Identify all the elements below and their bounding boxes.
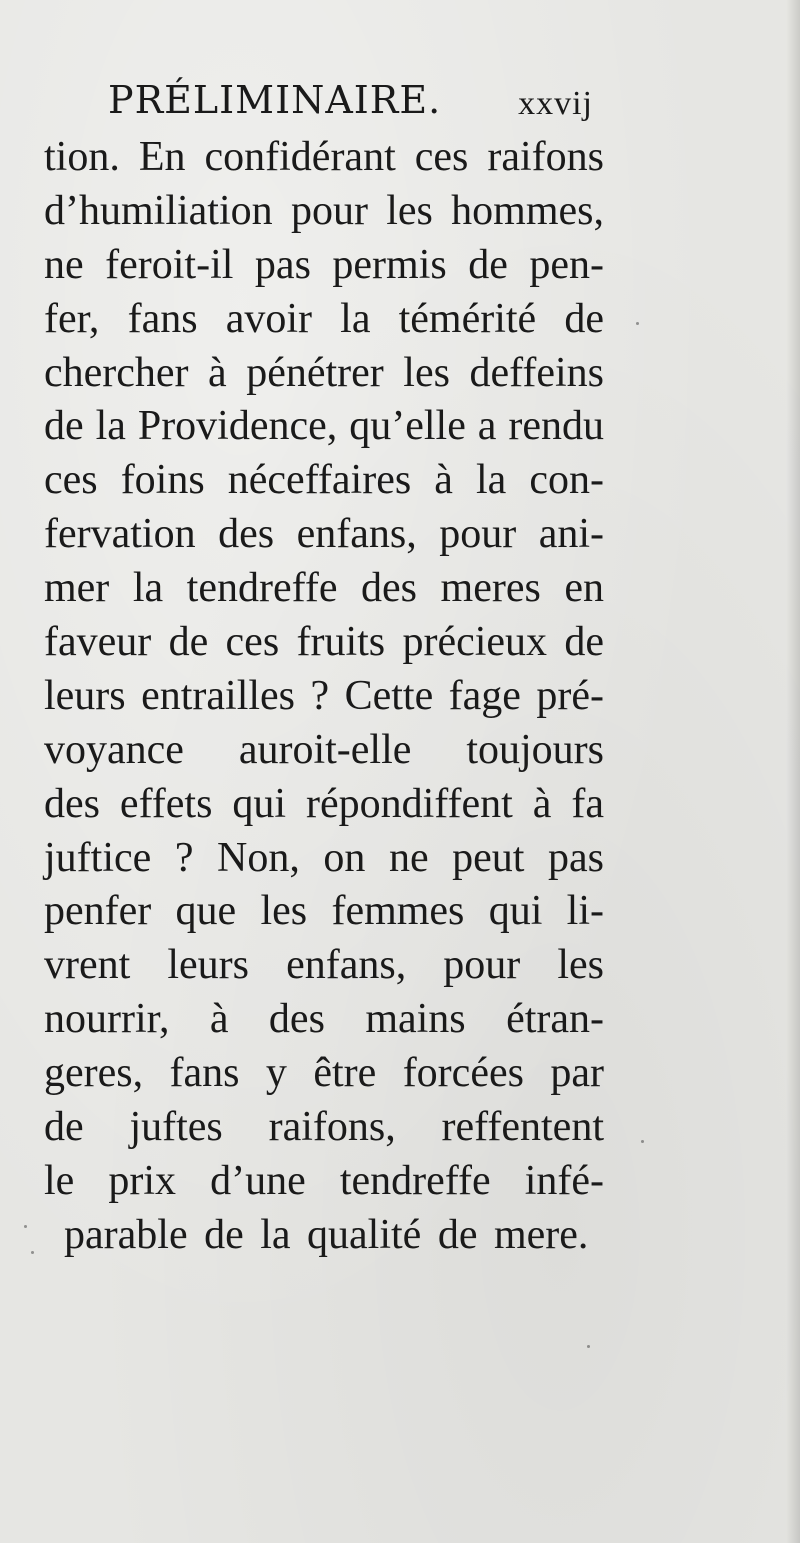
body-text (44, 131, 604, 1263)
text-line: tion. En confidérant ces raifons (44, 134, 604, 180)
text-line: de juftes raifons, reffentent (44, 1104, 604, 1151)
text-line: de la Providence, qu’elle a rendu (44, 403, 604, 450)
text-line: le prix d’une tendreffe infé- (44, 1157, 604, 1204)
text-line: d’humiliation pour les hommes, (44, 187, 604, 234)
text-line: voyance auroit-elle toujours (44, 726, 604, 773)
text-line: chercher à pénétrer les deffeins (44, 349, 604, 396)
text-line: vrent leurs enfans, pour les (44, 942, 604, 989)
text-line: leurs entrailles ? Cette fage pré- (44, 672, 604, 719)
page-header (108, 74, 593, 126)
text-line: nourrir, à des mains étran- (44, 996, 604, 1043)
paper-speck (641, 1140, 644, 1143)
text-line: fervation des enfans, pour ani- (44, 511, 604, 558)
running-head: PRÉLIMINAIRE. (108, 78, 442, 122)
text-line: mer la tendreffe des meres en (44, 565, 604, 612)
text-line: juftice ? Non, on ne peut pas (44, 834, 604, 881)
text-line: parable de la qualité de mere. (64, 1211, 589, 1258)
page-edge-shadow (786, 0, 800, 1543)
text-line: penfer que les femmes qui li- (44, 888, 604, 935)
text-line: ne feroit-il pas permis de pen- (44, 241, 604, 288)
paper-speck (24, 1225, 27, 1228)
text-line: ces foins néceffaires à la con- (44, 457, 604, 504)
page-number: xxvij (518, 85, 593, 122)
text-line: faveur de ces fruits précieux de (44, 619, 604, 666)
paper-speck (31, 1251, 34, 1254)
paper-speck (636, 322, 639, 325)
text-line: des effets qui répondiffent à fa (44, 780, 604, 827)
paper-speck (587, 1345, 590, 1348)
text-line: fer, fans avoir la témérité de (44, 295, 604, 342)
text-line: geres, fans y être forcées par (44, 1050, 604, 1097)
